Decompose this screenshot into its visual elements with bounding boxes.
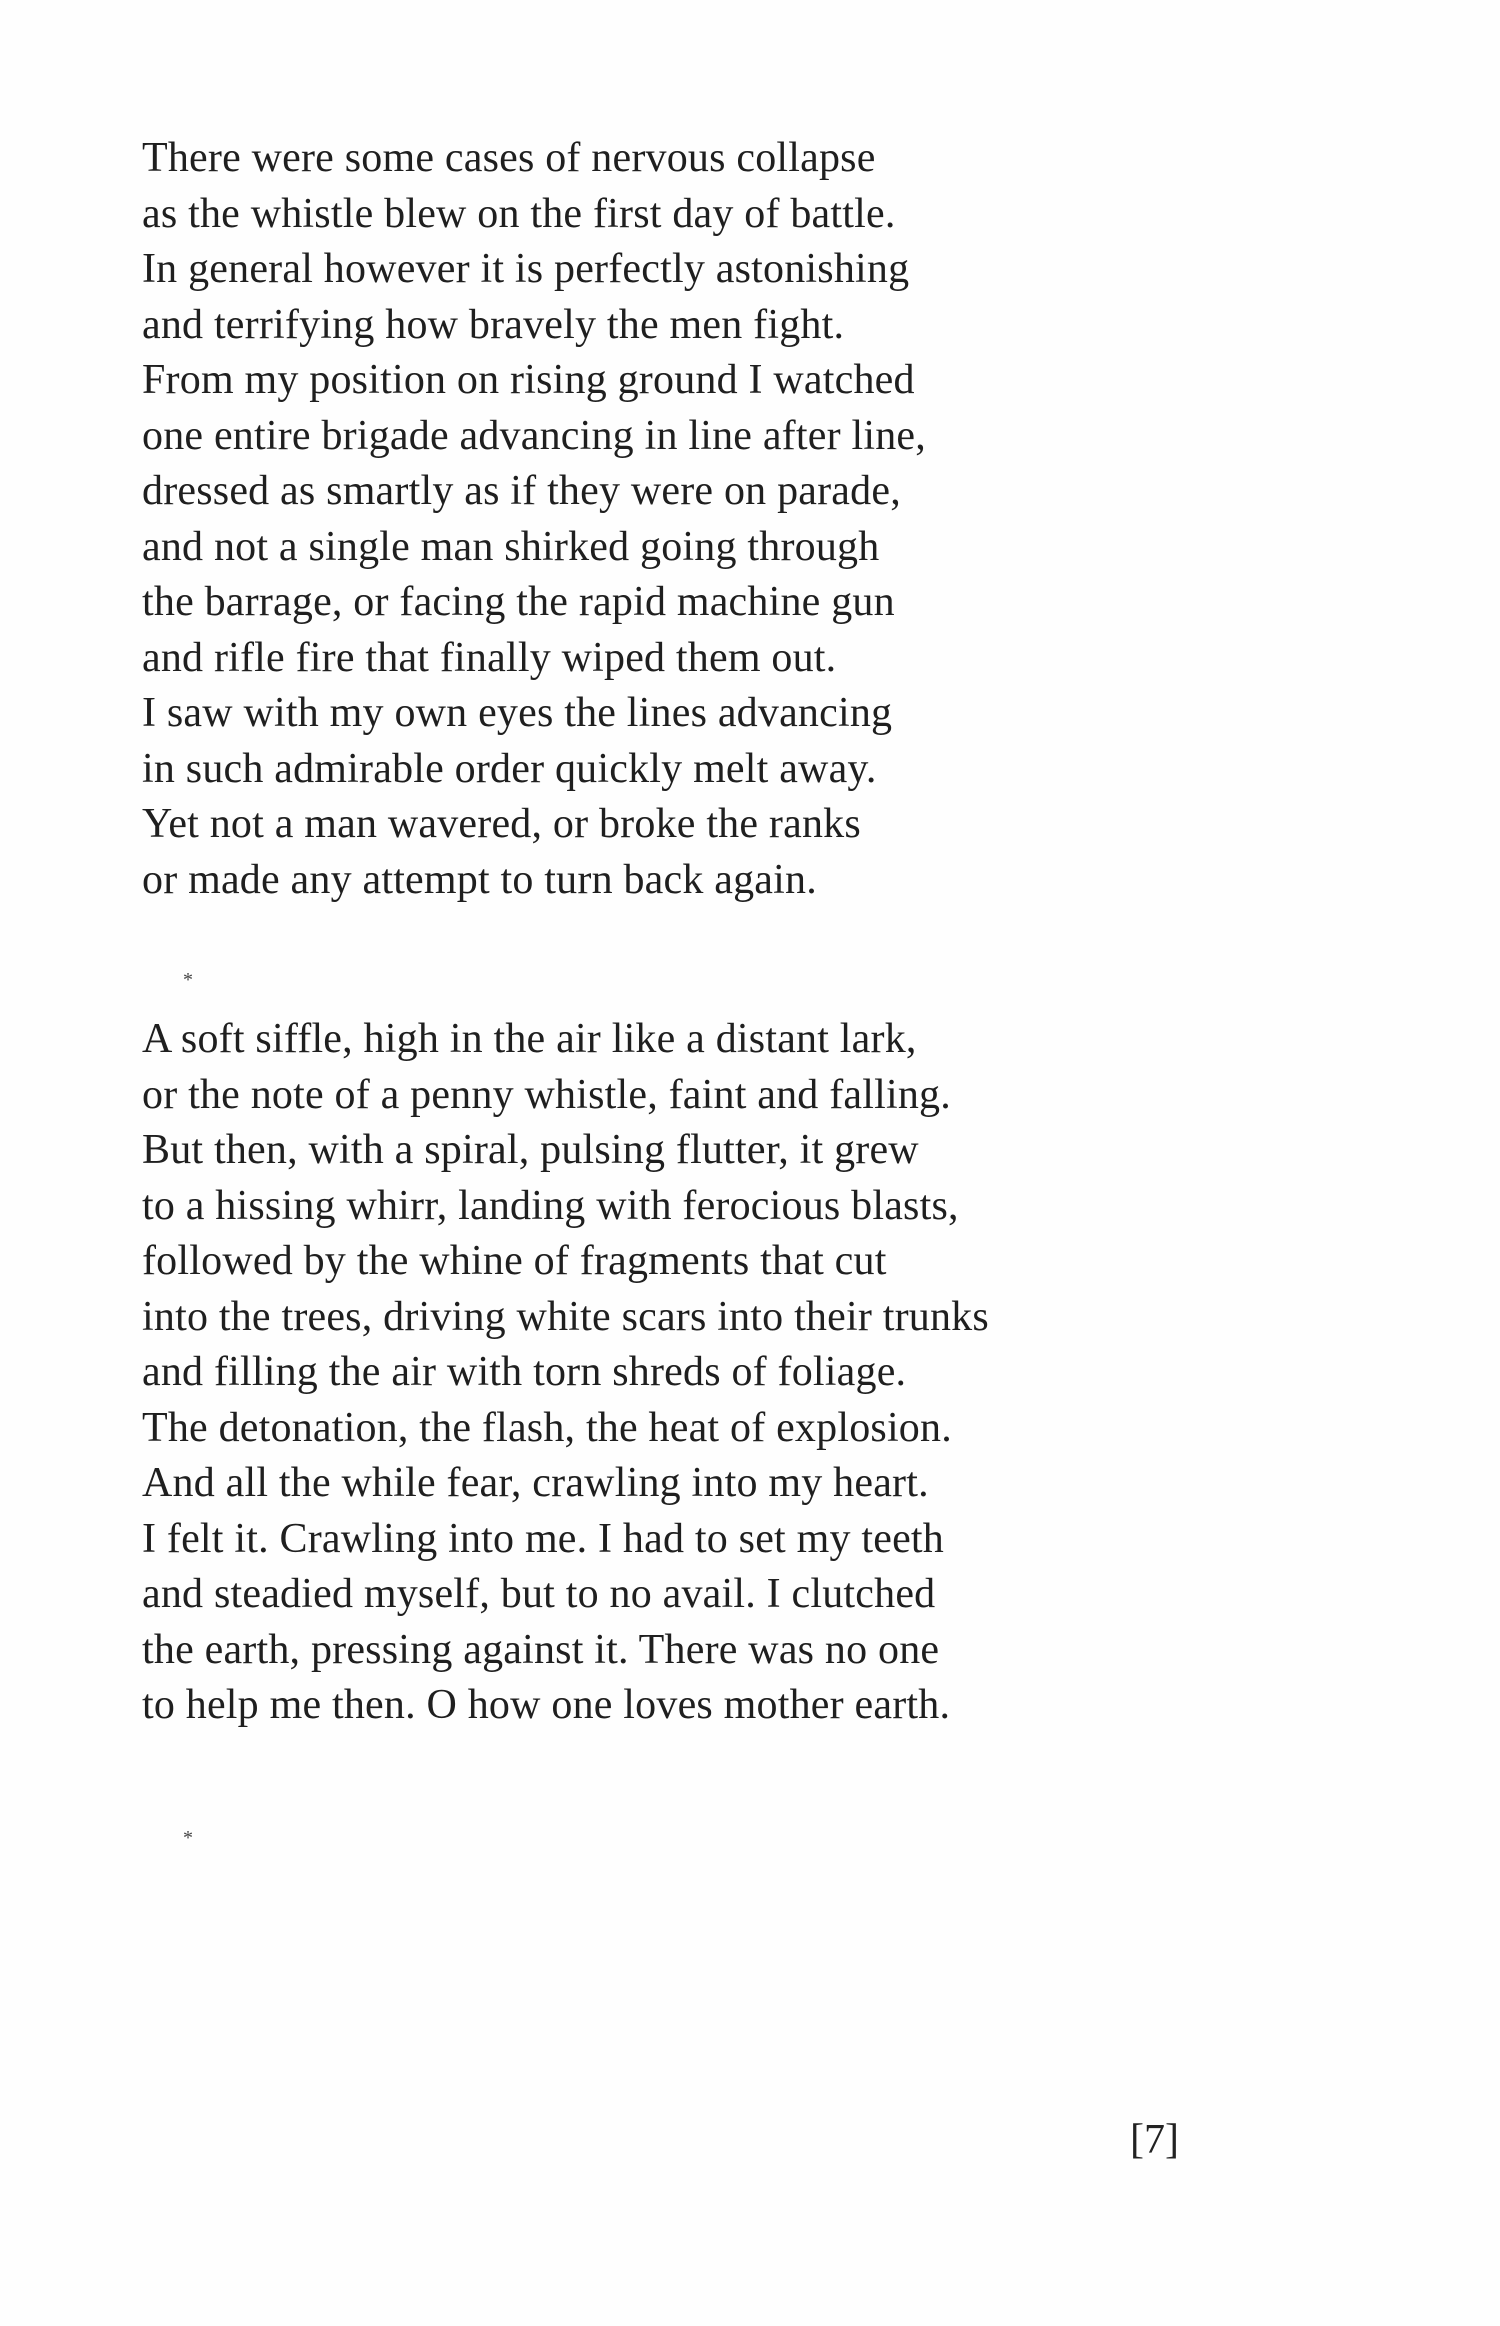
poem-line: to a hissing whirr, landing with ferocious blasts, (142, 1182, 959, 1229)
poem-line: the earth, pressing against it. There was no one (142, 1626, 940, 1673)
poem-line: one entire brigade advancing in line after line, (142, 412, 926, 459)
poem-line: followed by the whine of fragments that cut (142, 1238, 887, 1284)
stanza-2 (142, 1012, 989, 1734)
poem-line: In general however it is perfectly astonishing (142, 246, 910, 292)
page-number: [7] (1130, 2117, 1179, 2163)
poem-line: Yet not a man wavered, or broke the ranks (142, 801, 861, 847)
poem-line: as the whistle blew on the first day of battle. (142, 190, 896, 237)
stanza-1 (142, 131, 926, 908)
poem-line: But then, with a spiral, pulsing flutter, it grew (142, 1127, 919, 1173)
poem-line: or made any attempt to turn back again. (142, 856, 817, 903)
section-separator-asterisk: * (183, 969, 193, 991)
poem-line: into the trees, driving white scars into their trunks (142, 1293, 989, 1340)
poem-line: and terrifying how bravely the men fight. (142, 301, 845, 348)
poem-line: and steadied myself, but to no avail. I clutched (142, 1571, 936, 1617)
poem-line: The detonation, the flash, the heat of explosion. (142, 1404, 952, 1451)
poem-line: And all the while fear, crawling into my heart. (142, 1460, 929, 1506)
poem-line: There were some cases of nervous collapse (142, 135, 876, 181)
poem-line: From my position on rising ground I watched (142, 357, 915, 403)
poem-line: dressed as smartly as if they were on parade, (142, 468, 901, 514)
poem-line: A soft siffle, high in the air like a distant lark, (142, 1016, 917, 1062)
poem-line: I saw with my own eyes the lines advancing (142, 690, 893, 736)
poem-line: and not a single man shirked going through (142, 523, 880, 570)
section-separator-asterisk: * (183, 1827, 193, 1849)
poem-line: or the note of a penny whistle, faint and falling. (142, 1071, 951, 1118)
poem-line: to help me then. O how one loves mother earth. (142, 1682, 951, 1728)
poem-line: in such admirable order quickly melt away. (142, 745, 877, 792)
poem-line: and rifle fire that finally wiped them out. (142, 634, 837, 681)
poem-line: the barrage, or facing the rapid machine gun (142, 579, 895, 625)
poem-line: I felt it. Crawling into me. I had to set my teeth (142, 1515, 944, 1562)
poem-line: and filling the air with torn shreds of foliage. (142, 1349, 907, 1395)
